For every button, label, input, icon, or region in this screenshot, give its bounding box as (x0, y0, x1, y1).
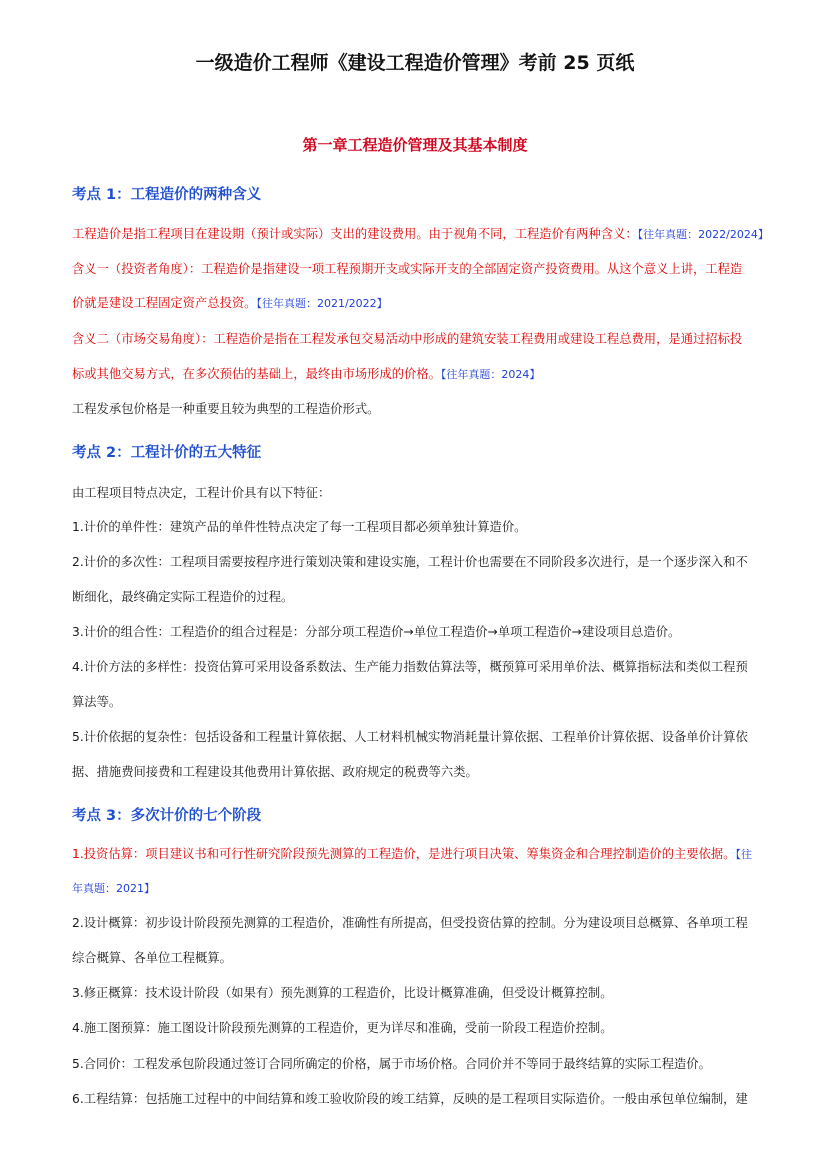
exam-year-tag: 【往年真题：2022/2024】 (637, 228, 769, 241)
paragraph-line: 工程发承包价格是一种重要且较为典型的工程造价形式。 (72, 402, 380, 416)
exam-year-tag: 【往 (735, 848, 752, 861)
paragraph-line: 5.合同价：工程发承包阶段通过签订合同所确定的价格，属于市场价格。合同价并不等同于最终结算的实际工程造价。 (72, 1057, 711, 1071)
paragraph-line: 2.计价的多次性：工程项目需要按程序进行策划决策和建设实施，工程计价也需要在不同阶段多次进行，是一个逐步深入和不 (72, 555, 748, 569)
paragraph-line: 2.设计概算：初步设计阶段预先测算的工程造价，准确性有所提高，但受投资估算的控制。分为建设项目总概算、各单项工程 (72, 916, 748, 930)
paragraph-line (72, 366, 762, 383)
section-heading-2: 考点 2：工程计价的五大特征 (72, 445, 262, 461)
text: 1.投资估算：项目建议书和可行性研究阶段预先测算的工程造价，是进行项目决策、筹集资金和合理控制造价的主要依据。 (72, 847, 736, 861)
section-heading-1: 考点 1：工程造价的两种含义 (72, 187, 262, 203)
paragraph-line: 3.修正概算：技术设计阶段（如果有）预先测算的工程造价，比设计概算准确，但受设计概算控制。 (72, 986, 613, 1000)
paragraph-line: 综合概算、各单位工程概算。 (72, 951, 232, 965)
paragraph-line (72, 331, 762, 347)
paragraph-line (72, 261, 762, 277)
paragraph-line: 1.计价的单件性：建筑产品的单件性特点决定了每一工程项目都必须单独计算造价。 (72, 520, 527, 534)
text: 价就是建设工程固定资产总投资。 (72, 296, 257, 310)
exam-year-tag: 年真题：2021】 (72, 882, 155, 895)
chapter-title: 第一章工程造价管理及其基本制度 (302, 136, 528, 154)
paragraph-line (72, 226, 769, 243)
exam-year-tag: 【往年真题：2024】 (440, 368, 541, 381)
exam-year-tag: 【往年真题：2021/2022】 (256, 297, 388, 310)
paragraph-line: 6.工程结算：包括施工过程中的中间结算和竣工验收阶段的竣工结算，反映的是工程项目实际造价。一般由承包单位编制，建 (72, 1092, 748, 1106)
paragraph-line (72, 880, 762, 897)
document-title: 一级造价工程师《建设工程造价管理》考前 25 页纸 (195, 52, 635, 74)
paragraph-line (72, 846, 762, 863)
paragraph-line: 算法等。 (72, 695, 122, 709)
paragraph-line: 由工程项目特点决定，工程计价具有以下特征： (72, 486, 331, 500)
paragraph-line: 4.计价方法的多样性：投资估算可采用设备系数法、生产能力指数估算法等，概预算可采用单价法、概算指标法和类似工程预 (72, 660, 748, 674)
paragraph-line: 3.计价的组合性：工程造价的组合过程是：分部分项工程造价→单位工程造价→单项工程造价→建设项目总造价。 (72, 625, 681, 639)
paragraph-line: 断细化，最终确定实际工程造价的过程。 (72, 590, 294, 604)
section-heading-3: 考点 3：多次计价的七个阶段 (72, 808, 262, 824)
paragraph-line: 5.计价依据的复杂性：包括设备和工程量计算依据、人工材料机械实物消耗量计算依据、工程单价计算依据、设备单价计算依 (72, 730, 748, 744)
paragraph-line: 4.施工图预算：施工图设计阶段预先测算的工程造价，更为详尽和准确，受前一阶段工程造价控制。 (72, 1021, 613, 1035)
paragraph-line (72, 295, 762, 312)
text: 含义一（投资者角度）：工程造价是指建设一项工程预期开支或实际开支的全部固定资产投资费用。从这个意义上讲，工程造 (72, 262, 743, 276)
text: 含义二（市场交易角度）：工程造价是指在工程发承包交易活动中形成的建筑安装工程费用或建设工程总费用，是通过招标投 (72, 332, 743, 346)
text: 标或其他交易方式，在多次预估的基础上，最终由市场形成的价格。 (72, 367, 441, 381)
paragraph-line: 据、措施费间接费和工程建设其他费用计算依据、政府规定的税费等六类。 (72, 765, 478, 779)
text: 工程造价是指工程项目在建设期（预计或实际）支出的建设费用。由于视角不同，工程造价有两种含义： (72, 227, 638, 241)
